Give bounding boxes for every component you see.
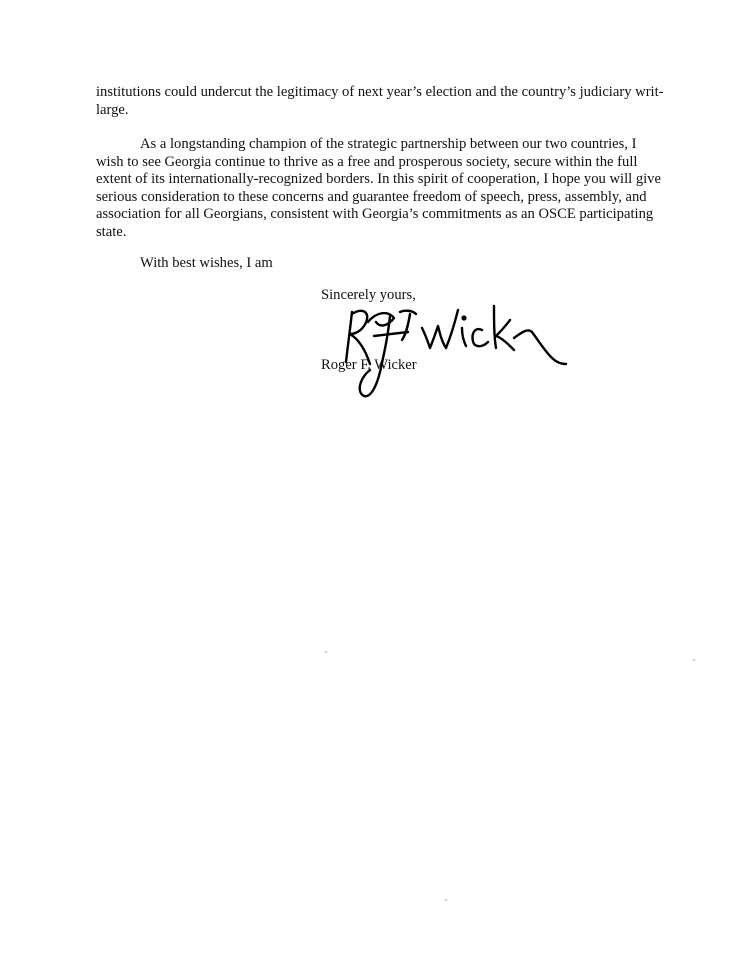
- paragraph-2-line: state.: [96, 223, 127, 240]
- scan-speck: [325, 651, 327, 653]
- paragraph-1-line: large.: [96, 101, 129, 118]
- paragraph-2-line: serious consideration to these concerns and guarantee freedom of speech, press, assembly, and: [96, 188, 647, 205]
- scan-speck: [445, 899, 447, 901]
- valediction: Sincerely yours,: [321, 287, 416, 303]
- paragraph-2-line: As a longstanding champion of the strategic partnership between our two countries, I: [140, 136, 637, 152]
- scan-speck: [693, 659, 695, 661]
- closing-line: With best wishes, I am: [140, 255, 273, 271]
- paragraph-2: [96, 136, 661, 242]
- paragraph-2-line: wish to see Georgia continue to thrive as a free and prosperous society, secure within the full: [96, 153, 638, 170]
- paragraph-2-line: association for all Georgians, consistent with Georgia’s commitments as an OSCE participating: [96, 206, 654, 223]
- paragraph-1-line: institutions could undercut the legitimacy of next year’s election and the country’s judiciary writ-: [96, 84, 664, 100]
- signer-name: Roger F. Wicker: [321, 357, 417, 373]
- paragraph-2-line: extent of its internationally-recognized borders. In this spirit of cooperation, I hope you will give: [96, 171, 661, 188]
- paragraph-1: [96, 84, 664, 119]
- handwritten-signature: [330, 292, 570, 402]
